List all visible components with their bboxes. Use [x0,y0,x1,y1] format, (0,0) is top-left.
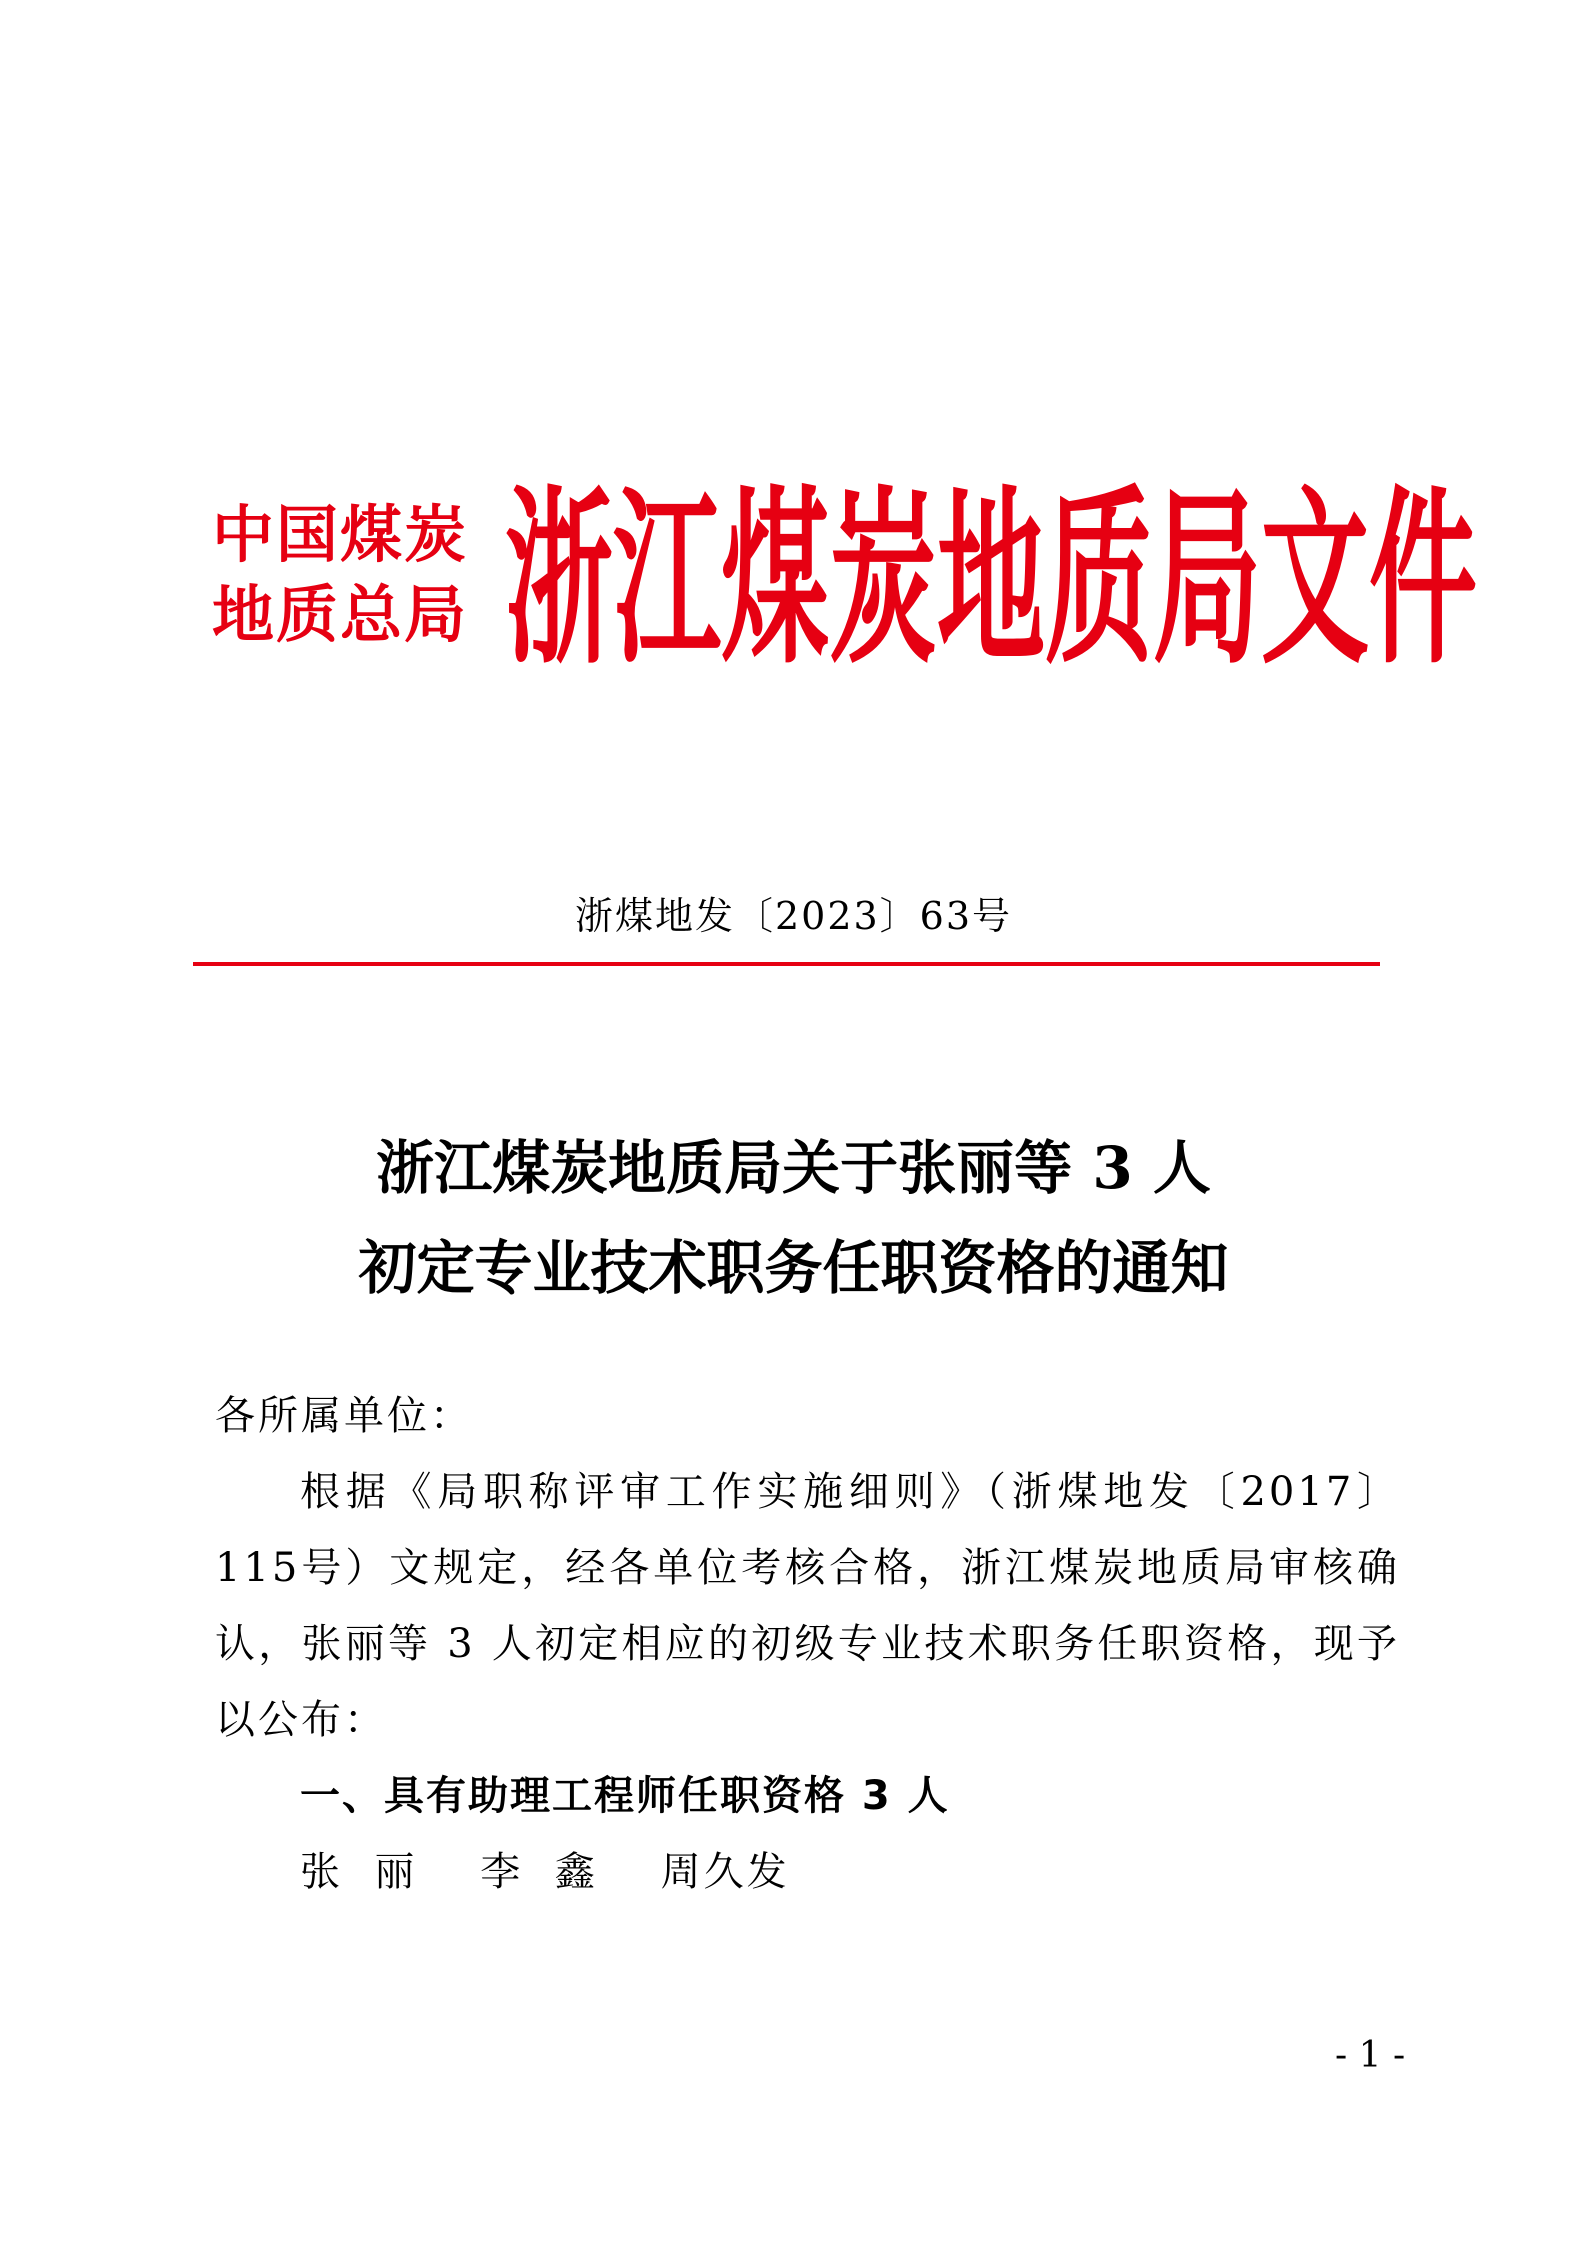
co-issuer-name [212,495,467,655]
co-issuer-line-1: 中国煤炭 [212,498,469,571]
title-line-1: 浙江煤炭地质局关于张丽等 3 人 [376,1134,1211,1202]
document-title [0,1118,1587,1318]
page-number: - 1 - [1335,2035,1406,2076]
salutation: 各所属单位： [215,1393,473,1439]
co-issuer-line-2: 地质总局 [212,578,469,651]
body-paragraph: 根据《局职称评审工作实施细则》（浙煤地发〔2017〕115号）文规定，经各单位考核合格，浙江煤炭地质局审核确认，张丽等 3 人初定相应的初级专业技术职务任职资格，现予以公布： [215,1469,1400,1743]
document-body [215,1378,1400,1910]
red-divider-line [193,962,1380,966]
section-heading: 一、具有助理工程师任职资格 3 人 [300,1773,950,1819]
document-number: 浙煤地发〔2023〕63号 [574,894,1013,938]
title-line-2: 初定专业技术职务任职资格的通知 [358,1234,1229,1302]
main-issuer-title: 浙江煤炭地质局文件 [505,469,1478,691]
name-list: 张 丽 李 鑫 周久发 [300,1849,790,1895]
